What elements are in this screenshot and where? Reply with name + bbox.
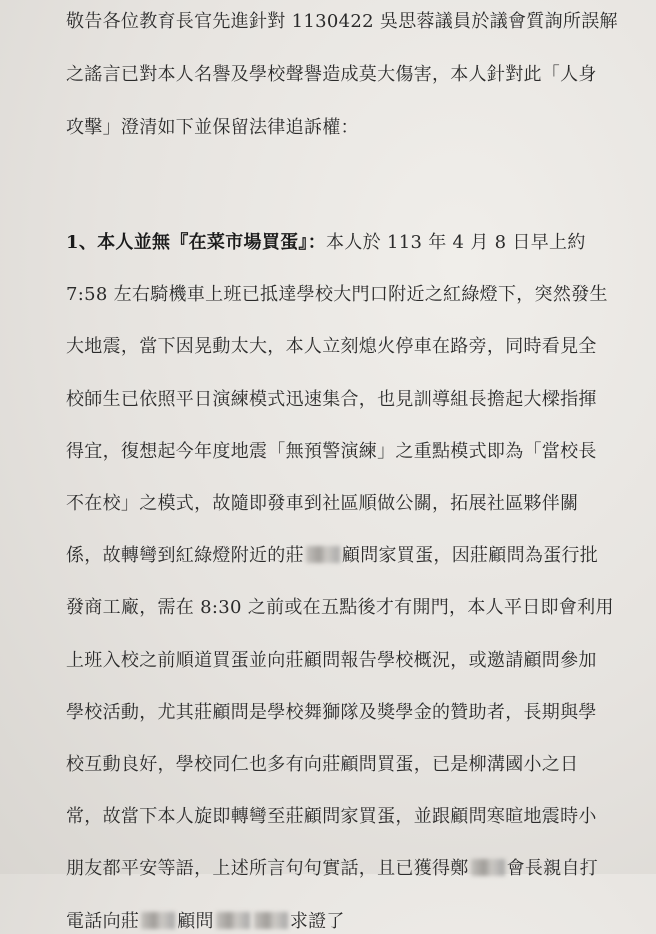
text-segment: 得宜，復想起今年度地震「無預警演練」之重點模式即為「當校長 xyxy=(66,440,597,462)
text-segment: 大地震，當下因晃動太大，本人立刻熄火停車在路旁，同時看見全 xyxy=(66,336,597,358)
redacted-name xyxy=(254,912,288,929)
text-segment: 上班入校之前順道買蛋並向莊顧問報告學校概況，或邀請顧問參加 xyxy=(66,649,597,671)
item1-line xyxy=(66,544,636,568)
item1-line xyxy=(66,857,636,881)
redacted-name xyxy=(306,546,340,563)
intro-line xyxy=(66,10,636,34)
text-segment: 敬告各位教育長官先進針對 1130422 吳思蓉議員於議會質詢所誤解 xyxy=(66,11,618,32)
intro-line xyxy=(66,63,636,87)
text-segment: 不在校」之模式，故隨即發車到社區順做公關，拓展社區夥伴關 xyxy=(66,493,579,514)
text-segment: 係，故轉彎到紅綠燈附近的莊 xyxy=(66,545,304,567)
text-segment: 7:58 左右騎機車上班已抵達學校大門口附近之紅綠燈下，突然發生 xyxy=(66,284,608,306)
item1-line xyxy=(66,805,636,829)
text-segment: 發商工廠，需在 8:30 之前或在五點後才有開門，本人平日即會利用 xyxy=(66,597,614,619)
item1-line xyxy=(66,492,636,516)
text-segment: 朋友都平安等語，上述所言句句實話，且已獲得鄭 xyxy=(66,858,469,880)
item1-line xyxy=(66,283,636,307)
item1-line xyxy=(66,753,636,777)
item1-line xyxy=(66,910,636,934)
text-segment: 之謠言已對本人名譽及學校聲譽造成莫大傷害，本人針對此「人身 xyxy=(66,64,597,85)
text-segment: 常，故當下本人旋即轉彎至莊顧問家買蛋，並跟顧問寒暄地震時小 xyxy=(66,806,597,828)
item1-line xyxy=(66,701,636,725)
text-segment: 顧問 xyxy=(177,910,214,932)
text-segment: 會長親自打 xyxy=(506,858,599,880)
redacted-name xyxy=(216,912,250,929)
item1-line xyxy=(66,231,636,255)
text-segment: 學校活動，尤其莊顧問是學校舞獅隊及獎學金的贊助者，長期與學 xyxy=(66,701,597,723)
item1-line xyxy=(66,335,636,359)
item-heading: 1、本人並無『在菜市場買蛋』： xyxy=(66,232,327,253)
item1-line xyxy=(66,440,636,464)
item1-line xyxy=(66,649,636,673)
text-segment: 校師生已依照平日演練模式迅速集合，也見訓導組長擔起大樑指揮 xyxy=(66,388,597,410)
text-segment: 攻擊」澄清如下並保留法律追訴權： xyxy=(66,117,359,138)
text-segment: 本人於 113 年 4 月 8 日早上約 xyxy=(326,232,586,253)
item1-line xyxy=(66,388,636,412)
intro-line xyxy=(66,116,636,140)
text-segment: 校互動良好，學校同仁也多有向莊顧問買蛋，已是柳溝國小之日 xyxy=(66,754,579,775)
redacted-name xyxy=(141,912,175,929)
text-segment: 電話向莊 xyxy=(66,910,140,932)
text-segment: 求證了 xyxy=(289,910,345,932)
text-segment: 顧問家買蛋，因莊顧問為蛋行批 xyxy=(341,545,599,567)
item1-line xyxy=(66,596,636,620)
